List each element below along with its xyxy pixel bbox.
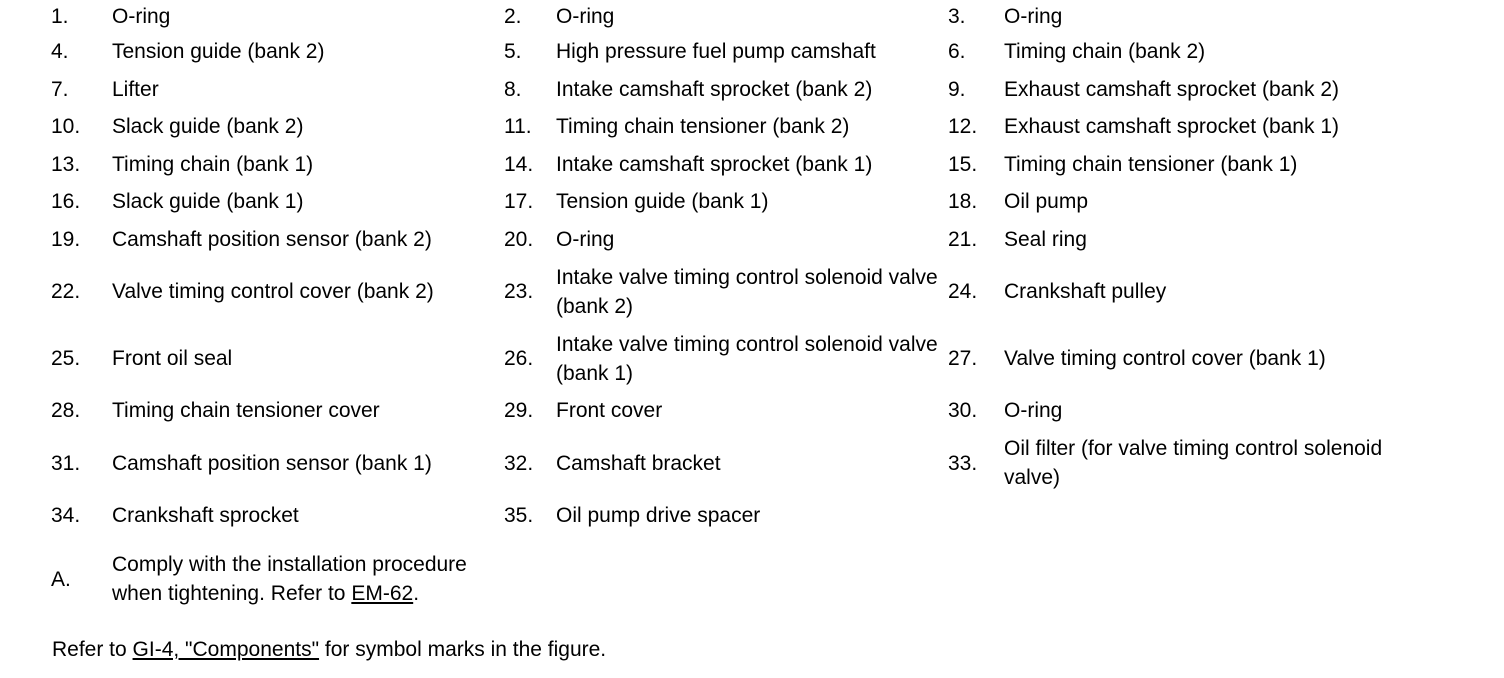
item-label: Valve timing control cover (bank 1) — [1004, 347, 1326, 370]
legend-row — [51, 392, 1404, 430]
footer-text-before: Refer to — [52, 638, 133, 661]
item-label: Timing chain tensioner (bank 2) — [556, 115, 850, 139]
component-legend-table — [51, 0, 1404, 624]
item-label: Oil pump — [1004, 190, 1089, 214]
item-label: High pressure fuel pump camshaft — [556, 40, 876, 64]
item-label: Timing chain (bank 1) — [112, 152, 314, 176]
item-number: 8. — [504, 77, 522, 101]
item-number: 25. — [51, 347, 81, 370]
item-label: Valve timing control cover (bank 2) — [112, 280, 434, 303]
legend-row — [51, 183, 1404, 221]
legend-row — [51, 71, 1404, 109]
item-label: Oil filter (for valve timing control solenoid valve) — [1004, 437, 1383, 489]
item-label: O-ring — [556, 227, 615, 251]
item-label: Crankshaft sprocket — [112, 503, 299, 527]
item-label: Intake valve timing control solenoid valve (bank 2) — [556, 265, 938, 318]
item-label: Oil pump drive spacer — [556, 503, 761, 527]
item-number: 1. — [51, 5, 69, 28]
item-label: O-ring — [1004, 5, 1063, 28]
legend-row — [51, 33, 1404, 71]
legend-row — [51, 497, 1404, 535]
item-label: Camshaft position sensor (bank 1) — [112, 451, 432, 475]
item-number: 11. — [504, 115, 532, 139]
item-number: 33. — [948, 451, 978, 475]
item-number: 12. — [948, 115, 978, 139]
item-number: 2. — [504, 5, 522, 28]
item-label: Seal ring — [1004, 227, 1087, 251]
item-number: 7. — [51, 77, 69, 101]
item-number: 18. — [948, 190, 978, 214]
gi-4-components-link[interactable]: GI-4, "Components" — [132, 638, 320, 661]
item-number: 9. — [948, 77, 966, 101]
item-label: Crankshaft pulley — [1004, 280, 1167, 303]
item-number: 13. — [51, 152, 81, 176]
item-number: 17. — [504, 190, 534, 214]
item-label: Tension guide (bank 1) — [556, 190, 769, 214]
item-label: Lifter — [112, 77, 159, 101]
item-number: 27. — [948, 347, 978, 370]
legend-row — [51, 221, 1404, 259]
item-number: 19. — [51, 227, 81, 251]
item-label: Camshaft bracket — [556, 451, 721, 475]
item-label: Tension guide (bank 2) — [112, 40, 325, 64]
item-number: 6. — [948, 40, 966, 64]
note-text-after: . — [413, 582, 420, 605]
item-number: 23. — [504, 280, 534, 303]
item-number: 14. — [504, 152, 534, 176]
item-label: Timing chain tensioner (bank 1) — [1004, 152, 1298, 176]
item-label: Intake camshaft sprocket (bank 1) — [556, 152, 873, 176]
item-label: Camshaft position sensor (bank 2) — [112, 227, 432, 251]
note-text-before: Comply with the installation procedure when tightening. Refer to — [112, 553, 467, 605]
item-label: Timing chain tensioner cover — [112, 399, 380, 423]
item-number: 32. — [504, 451, 534, 475]
item-label: Exhaust camshaft sprocket (bank 2) — [1004, 77, 1339, 101]
item-number: 28. — [51, 399, 81, 423]
legend-row — [51, 430, 1404, 497]
item-label: Timing chain (bank 2) — [1004, 40, 1206, 64]
item-number: 15. — [948, 152, 978, 176]
footer-text-after: for symbol marks in the figure. — [319, 638, 607, 661]
item-label: O-ring — [112, 5, 171, 28]
item-number: 3. — [948, 5, 966, 28]
item-number: 16. — [51, 190, 81, 214]
item-label: Front cover — [556, 399, 663, 423]
item-number: 31. — [51, 451, 81, 475]
item-number: 30. — [948, 399, 978, 423]
item-number: 29. — [504, 399, 534, 423]
item-number: 22. — [51, 280, 81, 303]
item-number: 21. — [948, 227, 978, 251]
item-number: 20. — [504, 227, 534, 251]
item-label: Intake valve timing control solenoid valve (bank 1) — [556, 332, 938, 385]
item-label: Front oil seal — [112, 347, 233, 370]
item-number: 4. — [51, 40, 69, 64]
legend-row — [51, 146, 1404, 184]
item-number: 26. — [504, 347, 534, 370]
legend-row — [51, 0, 1404, 33]
note-text — [112, 534, 504, 624]
item-number: 35. — [504, 503, 534, 527]
legend-row — [51, 108, 1404, 146]
symbol-reference-note — [52, 635, 606, 664]
item-label: O-ring — [1004, 399, 1063, 423]
item-number: 5. — [504, 40, 522, 64]
item-number: 10. — [51, 115, 81, 139]
item-label: Slack guide (bank 2) — [112, 115, 304, 139]
item-label: Slack guide (bank 1) — [112, 190, 304, 214]
legend-row — [51, 325, 1404, 392]
em-62-link[interactable]: EM-62 — [351, 582, 414, 605]
item-label: Intake camshaft sprocket (bank 2) — [556, 77, 873, 101]
item-number: 24. — [948, 280, 978, 303]
item-label: O-ring — [556, 5, 615, 28]
legend-row — [51, 258, 1404, 325]
legend-note-row — [51, 534, 1404, 624]
note-letter: A. — [51, 567, 71, 591]
item-number: 34. — [51, 503, 81, 527]
item-label: Exhaust camshaft sprocket (bank 1) — [1004, 115, 1339, 139]
